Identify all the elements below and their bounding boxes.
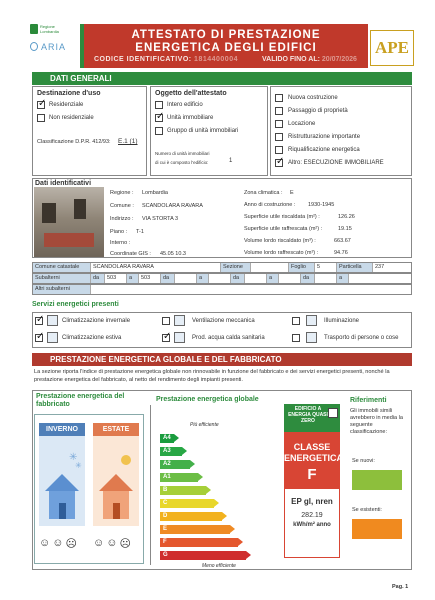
ep-unit: kWh/m² anno xyxy=(293,522,331,528)
interno-label: Interno : xyxy=(110,240,131,246)
vol-risc-value: 663.67 xyxy=(334,238,351,244)
aria-mark-icon xyxy=(30,42,38,51)
regione-lombardia-logo xyxy=(30,24,74,64)
nzeb-checkbox[interactable] xyxy=(328,408,338,418)
building-photo xyxy=(34,187,104,257)
classification-label: Classificazione D.P.R. 412/93: xyxy=(37,139,111,145)
service-checkbox[interactable] xyxy=(162,334,170,342)
energy-class-box xyxy=(284,432,344,558)
piano-label: Piano : xyxy=(110,229,128,235)
elevator-icon xyxy=(306,332,317,343)
section-prestazione: PRESTAZIONE ENERGETICA GLOBALE E DEL FABBRICATO xyxy=(32,353,412,366)
ape-logo: APE xyxy=(370,30,414,66)
piano-value: T-1 xyxy=(136,229,144,235)
energy-class-bar: F xyxy=(160,538,238,547)
a-label: a xyxy=(267,274,279,283)
energy-class-bar: E xyxy=(160,525,230,534)
sup-risc-label: Superficie utile riscaldata (m²) : xyxy=(244,214,320,220)
estate-column xyxy=(93,423,139,529)
ep-label: EP gl, nren xyxy=(291,497,333,506)
ristrutturazione-checkbox[interactable] xyxy=(275,133,283,141)
option-label: Nuova costruzione xyxy=(288,95,338,101)
unita-immobiliare-label: Unità immobiliare xyxy=(167,115,214,121)
a-label: a xyxy=(337,274,349,283)
face-icon: ☺ xyxy=(52,537,64,549)
service-checkbox[interactable] xyxy=(35,317,43,325)
regione-value: Lombardia xyxy=(142,190,168,196)
classification-value: E.1 (1) xyxy=(118,138,138,145)
a-label: a xyxy=(197,274,209,283)
sezione-label: Sezione xyxy=(221,263,251,272)
energy-class-bar: G xyxy=(160,551,246,560)
intero-edificio-checkbox[interactable] xyxy=(155,101,163,109)
cadastre-row-main xyxy=(32,262,412,273)
a-label: a xyxy=(127,274,139,283)
energy-class-bar: C xyxy=(160,499,214,508)
service-label: Climatizzazione estiva xyxy=(62,335,122,341)
estate-rating-row xyxy=(93,537,131,550)
da-label: da xyxy=(231,274,245,283)
fan-icon xyxy=(174,315,185,326)
service-label: Ventilazione meccanica xyxy=(192,318,255,324)
option-label: Passaggio di proprietà xyxy=(288,108,348,114)
ep-panel xyxy=(284,488,340,558)
regione-label: Regione : xyxy=(110,190,134,196)
code-value: 1814400004 xyxy=(194,56,238,63)
coords-label: Coordinate GIS : xyxy=(110,251,151,257)
code-identifier xyxy=(94,56,238,63)
residenziale-checkbox[interactable] xyxy=(37,101,45,109)
energy-class-bar: A1 xyxy=(160,473,198,482)
sub1-to: 503 xyxy=(139,274,161,283)
fabbricato-title: Prestazione energetica del fabbricato xyxy=(36,393,125,408)
gruppo-unita-checkbox[interactable] xyxy=(155,127,163,135)
snowflake-icon xyxy=(47,332,58,343)
indirizzo-label: Indirizzo : xyxy=(110,216,134,222)
se-esistenti-label: Se esistenti: xyxy=(352,507,382,513)
vol-raff-label: Volume lordo raffrescato (m³) : xyxy=(244,250,319,256)
globale-title: Prestazione energetica globale xyxy=(156,396,259,403)
sup-raff-label: Superficie utile raffrescata (m²) : xyxy=(244,226,323,232)
region-name: Regione Lombardia xyxy=(40,24,59,34)
anno-label: Anno di costruzione : xyxy=(244,202,296,208)
locazione-checkbox[interactable] xyxy=(275,120,283,128)
zona-label: Zona climatica : xyxy=(244,190,283,196)
comune-label: Comune : xyxy=(110,203,134,209)
anno-value: 1930-1945 xyxy=(308,202,335,208)
option-label: Riqualificazione energetica xyxy=(288,147,360,153)
passaggio-proprieta-checkbox[interactable] xyxy=(275,107,283,115)
code-label: CODICE IDENTIFICATIVO: xyxy=(94,56,192,63)
object-box xyxy=(150,86,268,176)
page-number: Pag. 1 xyxy=(392,584,409,590)
numero-unita-sub: di cui è composto l'edificio: xyxy=(155,160,209,165)
service-label: Illuminazione xyxy=(324,318,360,324)
valid-label: VALIDO FINO AL: xyxy=(262,56,320,63)
particella-label: Particella xyxy=(337,263,373,272)
gruppo-unita-label: Gruppo di unità immobiliari xyxy=(167,128,239,134)
inverno-header: INVERNO xyxy=(39,423,85,436)
nuova-costruzione-checkbox[interactable] xyxy=(275,94,283,102)
inverno-rating-row xyxy=(39,537,77,550)
ep-value: 282.19 xyxy=(301,512,323,519)
numero-unita-label: Numero di unità immobiliari xyxy=(155,151,210,156)
valid-value: 20/07/2026 xyxy=(321,56,357,63)
energy-class-bar: D xyxy=(160,512,222,521)
energy-class-bar: A3 xyxy=(160,447,182,456)
inverno-house-icon xyxy=(39,436,85,526)
aria-brand: ARIA xyxy=(41,42,67,52)
services-title: Servizi energetici presenti xyxy=(32,301,119,308)
classe-label: CLASSE ENERGETICA xyxy=(284,442,344,463)
service-checkbox[interactable] xyxy=(292,317,300,325)
face-icon: ☺ xyxy=(106,537,118,549)
estate-header: ESTATE xyxy=(93,423,139,436)
section-dati-generali: DATI GENERALI xyxy=(32,72,412,85)
service-label: Climatizzazione invernale xyxy=(62,318,131,324)
zona-value: E xyxy=(290,190,294,196)
esistenti-class-arrow xyxy=(352,519,402,539)
face-icon: ☺ xyxy=(39,537,51,549)
classe-value: F xyxy=(307,466,317,483)
title-band xyxy=(80,24,368,68)
se-nuovi-label: Se nuovi: xyxy=(352,458,375,464)
nzeb-box: EDIFICIO A ENERGIA QUASI ZERO xyxy=(284,404,340,432)
numero-unita-value: 1 xyxy=(229,158,233,164)
sup-raff-value: 19.15 xyxy=(338,226,352,232)
lombardia-flag-icon xyxy=(30,24,38,34)
service-checkbox[interactable] xyxy=(35,334,43,342)
non-residenziale-label: Non residenziale xyxy=(49,115,94,121)
residenziale-label: Residenziale xyxy=(49,102,84,108)
object-title: Oggetto dell'attestato xyxy=(155,90,227,97)
subalterni-label: Subalterni xyxy=(33,274,91,283)
identification-title: Dati identificativi xyxy=(35,180,92,187)
sup-risc-value: 126.26 xyxy=(338,214,355,220)
destination-title: Destinazione d'uso xyxy=(37,90,101,97)
option-label: Ristrutturazione importante xyxy=(288,134,361,140)
cadastre-row-altri xyxy=(32,284,412,295)
document-title xyxy=(84,29,368,55)
comune-catastale-value: SCANDOLARA RAVARA xyxy=(91,263,221,272)
energy-class-bar: A4 xyxy=(160,434,174,443)
non-residenziale-checkbox[interactable] xyxy=(37,114,45,122)
service-label: Trasporto di persone o cose xyxy=(324,335,399,341)
valid-until xyxy=(262,56,357,63)
vol-risc-label: Volume lordo riscaldato (m³) : xyxy=(244,238,316,244)
comune-value: SCANDOLARA RAVARA xyxy=(142,203,203,209)
riferimenti-text: Gli immobili simili avrebbero in media la seguente classificazione: xyxy=(350,408,403,435)
foglio-value: 5 xyxy=(315,263,337,272)
coords-value: 45.05 10.3 xyxy=(160,251,186,257)
particella-value: 237 xyxy=(373,263,411,272)
destination-box xyxy=(32,86,147,176)
riferimenti-title: Riferimenti xyxy=(350,397,387,404)
estate-house-icon xyxy=(93,436,139,526)
energy-class-bar: B xyxy=(160,486,206,495)
intero-edificio-label: Intero edificio xyxy=(167,102,203,108)
altri-subalterni-label: Altri subalterni xyxy=(33,285,91,294)
riqualificazione-checkbox[interactable] xyxy=(275,146,283,154)
motivation-box xyxy=(270,86,412,176)
sub1-from: 503 xyxy=(105,274,127,283)
nuovi-class-arrow xyxy=(352,470,402,490)
meno-efficiente-label: Meno efficiente xyxy=(202,563,236,569)
da-label: da xyxy=(91,274,105,283)
water-tap-icon xyxy=(174,332,185,343)
altro-checkbox[interactable] xyxy=(275,159,283,167)
piu-efficiente-label: Più efficiente xyxy=(190,422,219,428)
face-icon: ☺ xyxy=(93,537,105,549)
svg-text:✳: ✳ xyxy=(69,452,78,463)
lightbulb-icon xyxy=(306,315,317,326)
service-checkbox[interactable] xyxy=(292,334,300,342)
svg-text:✳: ✳ xyxy=(75,461,82,470)
service-label: Prod. acqua calda sanitaria xyxy=(192,335,265,341)
radiator-icon xyxy=(47,315,58,326)
face-icon: ☹ xyxy=(119,538,131,550)
da-label: da xyxy=(161,274,175,283)
face-icon: ☹ xyxy=(65,538,77,550)
inverno-column xyxy=(39,423,85,529)
fabbricato-panel xyxy=(34,414,144,564)
indirizzo-value: VIA STORTA 3 xyxy=(142,216,179,222)
foglio-label: Foglio xyxy=(289,263,315,272)
comune-catastale-label: Comune catastale xyxy=(33,263,91,272)
vol-raff-value: 94.76 xyxy=(334,250,348,256)
performance-intro: La sezione riporta l'indice di prestazione energetica globale non rinnovabile in funzione del fabbricato e dei servizi energetici presenti, nonché la prestazione energetica del fabbricato, al netto del rendimento degli impianti presenti. xyxy=(34,369,390,383)
title-line-1: ATTESTATO DI PRESTAZIONE xyxy=(131,29,321,41)
service-checkbox[interactable] xyxy=(162,317,170,325)
option-label: Locazione xyxy=(288,121,316,127)
title-line-2: ENERGETICA DEGLI EDIFICI xyxy=(135,42,317,54)
da-label: da xyxy=(301,274,315,283)
energy-class-bar: A2 xyxy=(160,460,190,469)
cadastre-row-subalterni xyxy=(32,273,412,284)
unita-immobiliare-checkbox[interactable] xyxy=(155,114,163,122)
option-label: Altro: ESECUZIONE IMMOBILIARE xyxy=(288,160,384,166)
